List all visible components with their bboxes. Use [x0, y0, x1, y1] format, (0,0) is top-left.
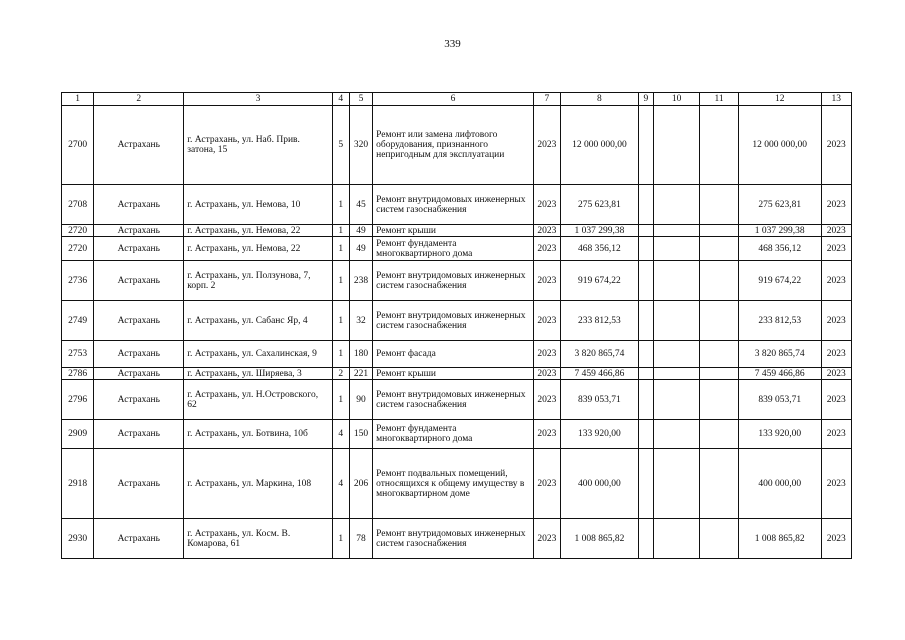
column-11-cell [700, 519, 738, 559]
address-cell: г. Астрахань, ул. Ширяева, 3 [184, 368, 333, 380]
column-4-cell: 1 [332, 301, 349, 341]
cost-cell: 7 459 466,86 [561, 368, 639, 380]
column-9-cell [638, 420, 653, 449]
column-5-cell: 32 [349, 301, 372, 341]
city-cell: Астрахань [94, 106, 184, 185]
column-10-cell [653, 380, 699, 420]
cost-cell: 1 008 865,82 [561, 519, 639, 559]
column-header: 13 [821, 93, 851, 106]
cost-cell: 12 000 000,00 [561, 106, 639, 185]
column-9-cell [638, 225, 653, 237]
column-4-cell: 1 [332, 380, 349, 420]
city-cell: Астрахань [94, 225, 184, 237]
row-number-cell: 2749 [62, 301, 94, 341]
table-row [62, 519, 852, 559]
year-cell: 2023 [533, 420, 560, 449]
city-cell: Астрахань [94, 368, 184, 380]
column-10-cell [653, 449, 699, 519]
total-cost-cell: 919 674,22 [738, 261, 821, 301]
address-cell: г. Астрахань, ул. Маркина, 108 [184, 449, 333, 519]
header-row [62, 93, 852, 106]
column-10-cell [653, 225, 699, 237]
end-year-cell: 2023 [821, 185, 851, 225]
city-cell: Астрахань [94, 237, 184, 261]
column-10-cell [653, 420, 699, 449]
row-number-cell: 2918 [62, 449, 94, 519]
table-row [62, 368, 852, 380]
address-cell: г. Астрахань, ул. Немова, 22 [184, 237, 333, 261]
work-type-cell: Ремонт внутридомовых инженерных систем газоснабжения [373, 519, 534, 559]
row-number-cell: 2930 [62, 519, 94, 559]
city-cell: Астрахань [94, 185, 184, 225]
column-9-cell [638, 341, 653, 368]
column-9-cell [638, 185, 653, 225]
total-cost-cell: 7 459 466,86 [738, 368, 821, 380]
year-cell: 2023 [533, 449, 560, 519]
city-cell: Астрахань [94, 449, 184, 519]
column-header: 5 [349, 93, 372, 106]
column-10-cell [653, 301, 699, 341]
column-10-cell [653, 106, 699, 185]
cost-cell: 839 053,71 [561, 380, 639, 420]
work-type-cell: Ремонт внутридомовых инженерных систем газоснабжения [373, 261, 534, 301]
total-cost-cell: 1 037 299,38 [738, 225, 821, 237]
total-cost-cell: 839 053,71 [738, 380, 821, 420]
work-type-cell: Ремонт внутридомовых инженерных систем газоснабжения [373, 380, 534, 420]
cost-cell: 133 920,00 [561, 420, 639, 449]
total-cost-cell: 3 820 865,74 [738, 341, 821, 368]
year-cell: 2023 [533, 368, 560, 380]
column-9-cell [638, 449, 653, 519]
column-4-cell: 4 [332, 420, 349, 449]
column-9-cell [638, 380, 653, 420]
total-cost-cell: 233 812,53 [738, 301, 821, 341]
year-cell: 2023 [533, 185, 560, 225]
end-year-cell: 2023 [821, 106, 851, 185]
row-number-cell: 2700 [62, 106, 94, 185]
end-year-cell: 2023 [821, 420, 851, 449]
column-5-cell: 221 [349, 368, 372, 380]
column-11-cell [700, 341, 738, 368]
row-number-cell: 2720 [62, 225, 94, 237]
column-header: 9 [638, 93, 653, 106]
work-type-cell: Ремонт или замена лифтового оборудования, признанного непригодным для эксплуатации [373, 106, 534, 185]
work-type-cell: Ремонт крыши [373, 368, 534, 380]
total-cost-cell: 12 000 000,00 [738, 106, 821, 185]
total-cost-cell: 400 000,00 [738, 449, 821, 519]
city-cell: Астрахань [94, 420, 184, 449]
column-5-cell: 49 [349, 237, 372, 261]
work-type-cell: Ремонт внутридомовых инженерных систем газоснабжения [373, 185, 534, 225]
end-year-cell: 2023 [821, 301, 851, 341]
year-cell: 2023 [533, 301, 560, 341]
column-9-cell [638, 368, 653, 380]
cost-cell: 1 037 299,38 [561, 225, 639, 237]
column-11-cell [700, 237, 738, 261]
column-11-cell [700, 225, 738, 237]
row-number-cell: 2796 [62, 380, 94, 420]
address-cell: г. Астрахань, ул. Наб. Прив. затона, 15 [184, 106, 333, 185]
table-row [62, 341, 852, 368]
column-11-cell [700, 261, 738, 301]
end-year-cell: 2023 [821, 519, 851, 559]
work-type-cell: Ремонт внутридомовых инженерных систем газоснабжения [373, 301, 534, 341]
column-11-cell [700, 301, 738, 341]
column-9-cell [638, 519, 653, 559]
row-number-cell: 2708 [62, 185, 94, 225]
column-10-cell [653, 519, 699, 559]
table-row [62, 380, 852, 420]
column-4-cell: 4 [332, 449, 349, 519]
column-4-cell: 1 [332, 519, 349, 559]
row-number-cell: 2909 [62, 420, 94, 449]
column-9-cell [638, 261, 653, 301]
end-year-cell: 2023 [821, 225, 851, 237]
address-cell: г. Астрахань, ул. Сабанс Яр, 4 [184, 301, 333, 341]
cost-cell: 400 000,00 [561, 449, 639, 519]
column-10-cell [653, 237, 699, 261]
address-cell: г. Астрахань, ул. Сахалинская, 9 [184, 341, 333, 368]
end-year-cell: 2023 [821, 237, 851, 261]
year-cell: 2023 [533, 519, 560, 559]
year-cell: 2023 [533, 106, 560, 185]
column-header: 11 [700, 93, 738, 106]
table-row [62, 237, 852, 261]
year-cell: 2023 [533, 225, 560, 237]
column-5-cell: 180 [349, 341, 372, 368]
cost-cell: 919 674,22 [561, 261, 639, 301]
row-number-cell: 2786 [62, 368, 94, 380]
end-year-cell: 2023 [821, 341, 851, 368]
city-cell: Астрахань [94, 261, 184, 301]
year-cell: 2023 [533, 261, 560, 301]
column-11-cell [700, 368, 738, 380]
column-5-cell: 78 [349, 519, 372, 559]
city-cell: Астрахань [94, 380, 184, 420]
column-11-cell [700, 106, 738, 185]
end-year-cell: 2023 [821, 449, 851, 519]
address-cell: г. Астрахань, ул. Немова, 10 [184, 185, 333, 225]
table-row [62, 301, 852, 341]
city-cell: Астрахань [94, 301, 184, 341]
total-cost-cell: 275 623,81 [738, 185, 821, 225]
column-header: 6 [373, 93, 534, 106]
column-header: 1 [62, 93, 94, 106]
address-cell: г. Астрахань, ул. Немова, 22 [184, 225, 333, 237]
address-cell: г. Астрахань, ул. Косм. В. Комарова, 61 [184, 519, 333, 559]
column-4-cell: 5 [332, 106, 349, 185]
work-type-cell: Ремонт подвальных помещений, относящихся к общему имуществу в многоквартирном доме [373, 449, 534, 519]
column-10-cell [653, 341, 699, 368]
column-11-cell [700, 380, 738, 420]
end-year-cell: 2023 [821, 261, 851, 301]
page-number: 339 [444, 38, 461, 50]
address-cell: г. Астрахань, ул. Ботвина, 10б [184, 420, 333, 449]
column-header: 10 [653, 93, 699, 106]
work-type-cell: Ремонт фундамента многоквартирного дома [373, 237, 534, 261]
cost-cell: 275 623,81 [561, 185, 639, 225]
column-5-cell: 206 [349, 449, 372, 519]
column-header: 7 [533, 93, 560, 106]
address-cell: г. Астрахань, ул. Ползунова, 7, корп. 2 [184, 261, 333, 301]
table-row [62, 420, 852, 449]
end-year-cell: 2023 [821, 368, 851, 380]
year-cell: 2023 [533, 380, 560, 420]
column-5-cell: 90 [349, 380, 372, 420]
table-row [62, 185, 852, 225]
table-row [62, 261, 852, 301]
column-4-cell: 2 [332, 368, 349, 380]
column-header: 4 [332, 93, 349, 106]
repair-program-table [61, 92, 852, 559]
year-cell: 2023 [533, 237, 560, 261]
column-9-cell [638, 106, 653, 185]
column-5-cell: 49 [349, 225, 372, 237]
column-header: 3 [184, 93, 333, 106]
column-header: 8 [561, 93, 639, 106]
column-header: 2 [94, 93, 184, 106]
column-4-cell: 1 [332, 225, 349, 237]
cost-cell: 3 820 865,74 [561, 341, 639, 368]
column-9-cell [638, 301, 653, 341]
table-row [62, 449, 852, 519]
column-9-cell [638, 237, 653, 261]
total-cost-cell: 468 356,12 [738, 237, 821, 261]
row-number-cell: 2720 [62, 237, 94, 261]
address-cell: г. Астрахань, ул. Н.Островского, 62 [184, 380, 333, 420]
column-header: 12 [738, 93, 821, 106]
table-row [62, 106, 852, 185]
column-11-cell [700, 420, 738, 449]
column-11-cell [700, 185, 738, 225]
row-number-cell: 2753 [62, 341, 94, 368]
column-10-cell [653, 185, 699, 225]
total-cost-cell: 1 008 865,82 [738, 519, 821, 559]
column-4-cell: 1 [332, 185, 349, 225]
work-type-cell: Ремонт фасада [373, 341, 534, 368]
cost-cell: 233 812,53 [561, 301, 639, 341]
column-11-cell [700, 449, 738, 519]
column-10-cell [653, 368, 699, 380]
cost-cell: 468 356,12 [561, 237, 639, 261]
year-cell: 2023 [533, 341, 560, 368]
column-5-cell: 150 [349, 420, 372, 449]
column-5-cell: 238 [349, 261, 372, 301]
column-4-cell: 1 [332, 237, 349, 261]
column-10-cell [653, 261, 699, 301]
city-cell: Астрахань [94, 519, 184, 559]
work-type-cell: Ремонт фундамента многоквартирного дома [373, 420, 534, 449]
column-4-cell: 1 [332, 261, 349, 301]
end-year-cell: 2023 [821, 380, 851, 420]
table-row [62, 225, 852, 237]
work-type-cell: Ремонт крыши [373, 225, 534, 237]
row-number-cell: 2736 [62, 261, 94, 301]
total-cost-cell: 133 920,00 [738, 420, 821, 449]
column-4-cell: 1 [332, 341, 349, 368]
city-cell: Астрахань [94, 341, 184, 368]
column-5-cell: 320 [349, 106, 372, 185]
column-5-cell: 45 [349, 185, 372, 225]
